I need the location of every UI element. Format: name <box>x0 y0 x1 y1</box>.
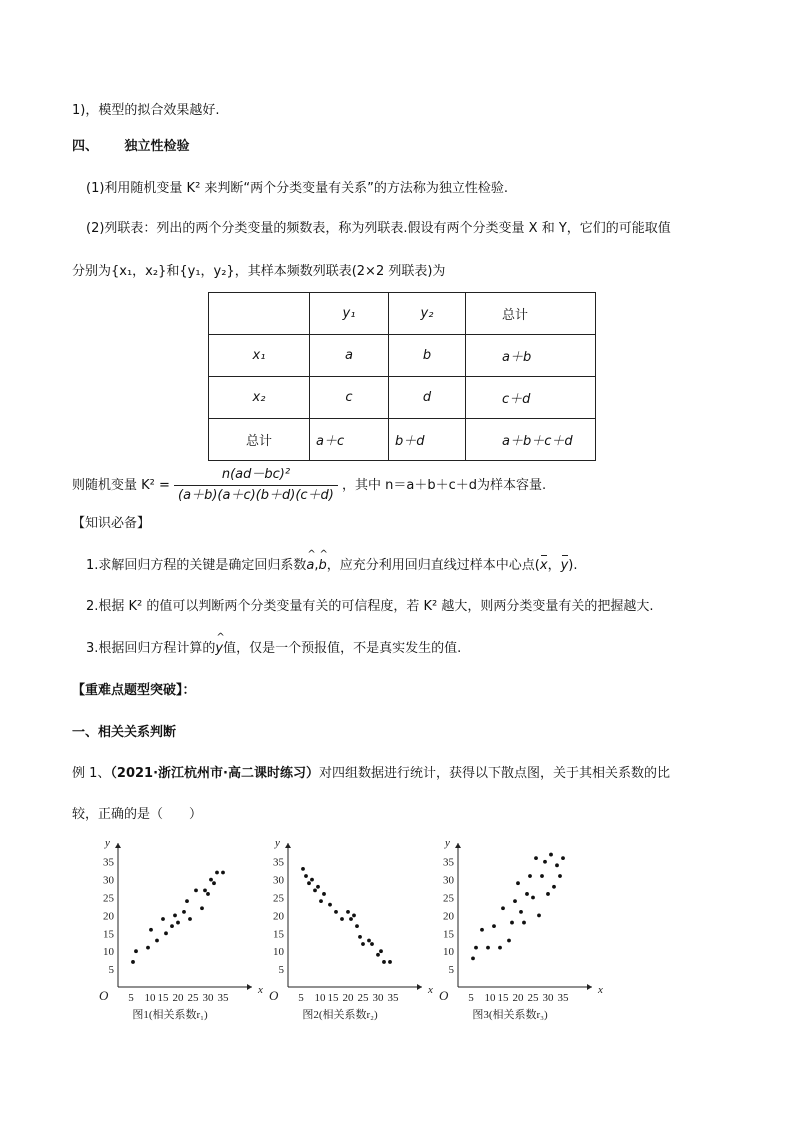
data-point <box>334 910 338 914</box>
table-cell: c <box>310 377 389 419</box>
x-axis-arrow <box>417 984 422 990</box>
data-point <box>525 892 529 896</box>
formula-suffix: ，其中 n＝a＋b＋c＋d为样本容量. <box>342 478 547 493</box>
x-tick-label: 5 <box>298 992 304 1004</box>
x-tick-label: 20 <box>172 992 184 1004</box>
y-tick-label: 35 <box>103 856 114 869</box>
knowledge-item-3 <box>86 640 461 658</box>
table-cell: b＋d <box>389 419 466 461</box>
table-cell: y₁ <box>310 293 389 335</box>
data-point <box>519 910 523 914</box>
data-point <box>209 878 213 882</box>
data-point <box>355 924 359 928</box>
table-cell: x₁ <box>209 335 310 377</box>
paragraph-independence-test: (1)利用随机变量 K² 来判断“两个分类变量有关系”的方法称为独立性检验. <box>86 181 509 196</box>
y-tick-label: 25 <box>103 892 114 905</box>
table-cell: a <box>310 335 389 377</box>
table-header-row <box>209 293 596 335</box>
x-tick-label: 35 <box>557 992 569 1004</box>
k1-prefix: 1.求解回归方程的关键是确定回归系数 <box>86 558 307 573</box>
data-point <box>561 856 565 860</box>
data-point <box>379 949 383 953</box>
data-point <box>513 899 517 903</box>
x-tick-label: 15 <box>157 992 169 1004</box>
x-tick-label: 25 <box>187 992 199 1004</box>
a-hat-symbol: ^ a <box>306 557 314 575</box>
x-tick-label: 30 <box>372 992 384 1004</box>
data-point <box>543 860 547 864</box>
data-point <box>486 946 490 950</box>
data-point <box>221 871 225 875</box>
data-point <box>185 899 189 903</box>
scatter-plot-2 <box>262 838 432 1023</box>
x-tick-label: 10 <box>484 992 496 1004</box>
formula-denominator: (a＋b)(a＋c)(b＋d)(c＋d) <box>178 488 334 503</box>
data-point <box>340 917 344 921</box>
chart-caption: 图1(相关系数r₁) <box>132 1009 208 1021</box>
section-4-number: 四、 <box>72 139 99 154</box>
data-point <box>304 874 308 878</box>
y-hat-symbol: ^ y <box>215 640 223 658</box>
y-tick-label: 5 <box>278 964 284 977</box>
data-point <box>170 924 174 928</box>
k1-end: ). <box>568 558 578 573</box>
y-bar-symbol: y <box>560 558 569 573</box>
data-point <box>212 881 216 885</box>
y-axis-arrow <box>115 843 121 848</box>
intro-line: 1)，模型的拟合效果越好. <box>72 103 220 118</box>
x-bar-symbol: x <box>539 558 548 573</box>
chart-caption: 图3(相关系数r₃) <box>472 1009 548 1021</box>
k3-prefix: 3.根据回归方程计算的 <box>86 641 216 656</box>
contingency-table <box>208 292 596 461</box>
x-axis-arrow <box>247 984 252 990</box>
section-4-heading <box>72 138 190 156</box>
data-point <box>206 892 210 896</box>
table-cell: a＋b <box>466 335 596 377</box>
origin-label: O <box>439 988 449 1003</box>
y-axis-label: y <box>445 837 450 849</box>
y-tick-label: 20 <box>103 910 114 923</box>
k1-comma: ， <box>547 558 561 573</box>
data-point <box>352 914 356 918</box>
data-point <box>173 914 177 918</box>
k1-middle: ，应充分利用回归直线过样本中心点( <box>326 558 540 573</box>
x-tick-label: 25 <box>357 992 369 1004</box>
y-tick-label: 10 <box>443 946 454 959</box>
y-axis-arrow <box>455 843 461 848</box>
example-1-text: 对四组数据进行统计，获得以下散点图，关于其相关系数的比 <box>318 766 670 781</box>
formula-fraction <box>174 465 338 506</box>
x-axis-arrow <box>587 984 592 990</box>
k3-suffix: 值，仅是一个预报值，不是真实发生的值. <box>223 641 462 656</box>
data-point <box>194 888 198 892</box>
x-tick-label: 30 <box>542 992 554 1004</box>
table-cell: c＋d <box>466 377 596 419</box>
chart-caption: 图2(相关系数r₂) <box>302 1009 378 1021</box>
x-tick-label: 5 <box>468 992 474 1004</box>
x-axis-label: x <box>428 984 433 996</box>
paragraph-contingency-table: (2)列联表：列出的两个分类变量的频数表，称为列联表.假设有两个分类变量 X 和 Y，它们的可能取值 <box>86 221 671 236</box>
data-point <box>546 892 550 896</box>
data-point <box>388 960 392 964</box>
table-cell: b <box>389 335 466 377</box>
x-tick-label: 20 <box>342 992 354 1004</box>
data-point <box>376 953 380 957</box>
section-4-title: 独立性检验 <box>124 139 190 154</box>
table-cell: y₂ <box>389 293 466 335</box>
y-axis-arrow <box>285 843 291 848</box>
table-cell: 总计 <box>209 419 310 461</box>
data-point <box>528 874 532 878</box>
data-point <box>176 921 180 925</box>
y-tick-label: 25 <box>273 892 284 905</box>
data-point <box>358 935 362 939</box>
table-cell <box>209 293 310 335</box>
example-1 <box>72 765 670 783</box>
formula-numerator: n(ad－bc)² <box>174 465 338 486</box>
y-tick-label: 30 <box>103 874 114 887</box>
data-point <box>507 939 511 943</box>
data-point <box>307 881 311 885</box>
knowledge-heading: 【知识必备】 <box>72 516 151 531</box>
b-hat-symbol: ^ b <box>319 557 327 575</box>
x-axis-label: x <box>258 984 263 996</box>
example-1-line-2: 较，正确的是（ ） <box>72 807 203 822</box>
data-point <box>313 888 317 892</box>
data-point <box>370 942 374 946</box>
y-tick-label: 30 <box>443 874 454 887</box>
data-point <box>471 956 475 960</box>
table-cell: a＋c <box>310 419 389 461</box>
data-point <box>480 928 484 932</box>
data-point <box>346 910 350 914</box>
example-1-label: 例 1、 <box>72 766 111 781</box>
data-point <box>182 910 186 914</box>
y-tick-label: 15 <box>103 928 114 941</box>
data-point <box>164 931 168 935</box>
y-tick-label: 15 <box>273 928 284 941</box>
y-tick-label: 5 <box>108 964 114 977</box>
data-point <box>161 917 165 921</box>
x-tick-label: 10 <box>314 992 326 1004</box>
paragraph-values: 分别为{x₁，x₂}和{y₁，y₂}，其样本频数列联表(2×2 列联表)为 <box>72 264 446 279</box>
y-tick-label: 15 <box>443 928 454 941</box>
x-tick-label: 5 <box>128 992 134 1004</box>
scatter-plot-3 <box>432 838 602 1023</box>
y-tick-label: 20 <box>443 910 454 923</box>
data-point <box>200 906 204 910</box>
y-tick-label: 5 <box>448 964 454 977</box>
table-row <box>209 419 596 461</box>
data-point <box>501 906 505 910</box>
data-point <box>498 946 502 950</box>
data-point <box>203 888 207 892</box>
table-cell: a＋b＋c＋d <box>466 419 596 461</box>
data-point <box>555 863 559 867</box>
data-point <box>215 871 219 875</box>
data-point <box>552 885 556 889</box>
scatter-plot-1 <box>92 838 262 1023</box>
y-tick-label: 10 <box>103 946 114 959</box>
y-tick-label: 10 <box>273 946 284 959</box>
y-tick-label: 20 <box>273 910 284 923</box>
data-point <box>510 921 514 925</box>
example-1-source: （2021·浙江杭州市·高二课时练习） <box>110 766 319 781</box>
data-point <box>328 903 332 907</box>
data-point <box>382 960 386 964</box>
data-point <box>188 917 192 921</box>
data-point <box>492 924 496 928</box>
data-point <box>319 899 323 903</box>
table-row <box>209 377 596 419</box>
y-axis-label: y <box>105 837 110 849</box>
y-tick-label: 30 <box>273 874 284 887</box>
data-point <box>301 867 305 871</box>
origin-label: O <box>99 988 109 1003</box>
data-point <box>349 917 353 921</box>
data-point <box>534 856 538 860</box>
breakthrough-heading: 【重难点题型突破】： <box>72 683 196 698</box>
data-point <box>474 946 478 950</box>
x-tick-label: 15 <box>327 992 339 1004</box>
x-tick-label: 15 <box>497 992 509 1004</box>
data-point <box>310 878 314 882</box>
table-cell: x₂ <box>209 377 310 419</box>
y-axis-label: y <box>275 837 280 849</box>
x-tick-label: 20 <box>512 992 524 1004</box>
section-1-heading: 一、相关关系判断 <box>72 725 177 740</box>
table-row <box>209 335 596 377</box>
data-point <box>549 853 553 857</box>
data-point <box>367 939 371 943</box>
x-tick-label: 30 <box>202 992 214 1004</box>
y-tick-label: 35 <box>273 856 284 869</box>
data-point <box>531 896 535 900</box>
formula-prefix: 则随机变量 K² = <box>72 478 170 493</box>
knowledge-item-1 <box>86 557 578 575</box>
y-tick-label: 35 <box>443 856 454 869</box>
x-tick-label: 10 <box>144 992 156 1004</box>
table-cell: 总计 <box>466 293 596 335</box>
data-point <box>131 960 135 964</box>
data-point <box>146 946 150 950</box>
x-tick-label: 25 <box>527 992 539 1004</box>
data-point <box>316 885 320 889</box>
y-tick-label: 25 <box>443 892 454 905</box>
knowledge-item-2: 2.根据 K² 的值可以判断两个分类变量有关的可信程度，若 K² 越大，则两分类变量有关的把握越大. <box>86 599 654 614</box>
origin-label: O <box>269 988 279 1003</box>
data-point <box>537 914 541 918</box>
data-point <box>155 939 159 943</box>
data-point <box>134 949 138 953</box>
x-tick-label: 35 <box>387 992 399 1004</box>
data-point <box>516 881 520 885</box>
data-point <box>322 892 326 896</box>
data-point <box>540 874 544 878</box>
k-squared-formula <box>72 465 546 506</box>
x-axis-label: x <box>598 984 603 996</box>
k1-separator: , <box>314 558 319 573</box>
data-point <box>361 942 365 946</box>
data-point <box>149 928 153 932</box>
table-cell: d <box>389 377 466 419</box>
x-tick-label: 35 <box>217 992 229 1004</box>
data-point <box>558 874 562 878</box>
data-point <box>522 921 526 925</box>
